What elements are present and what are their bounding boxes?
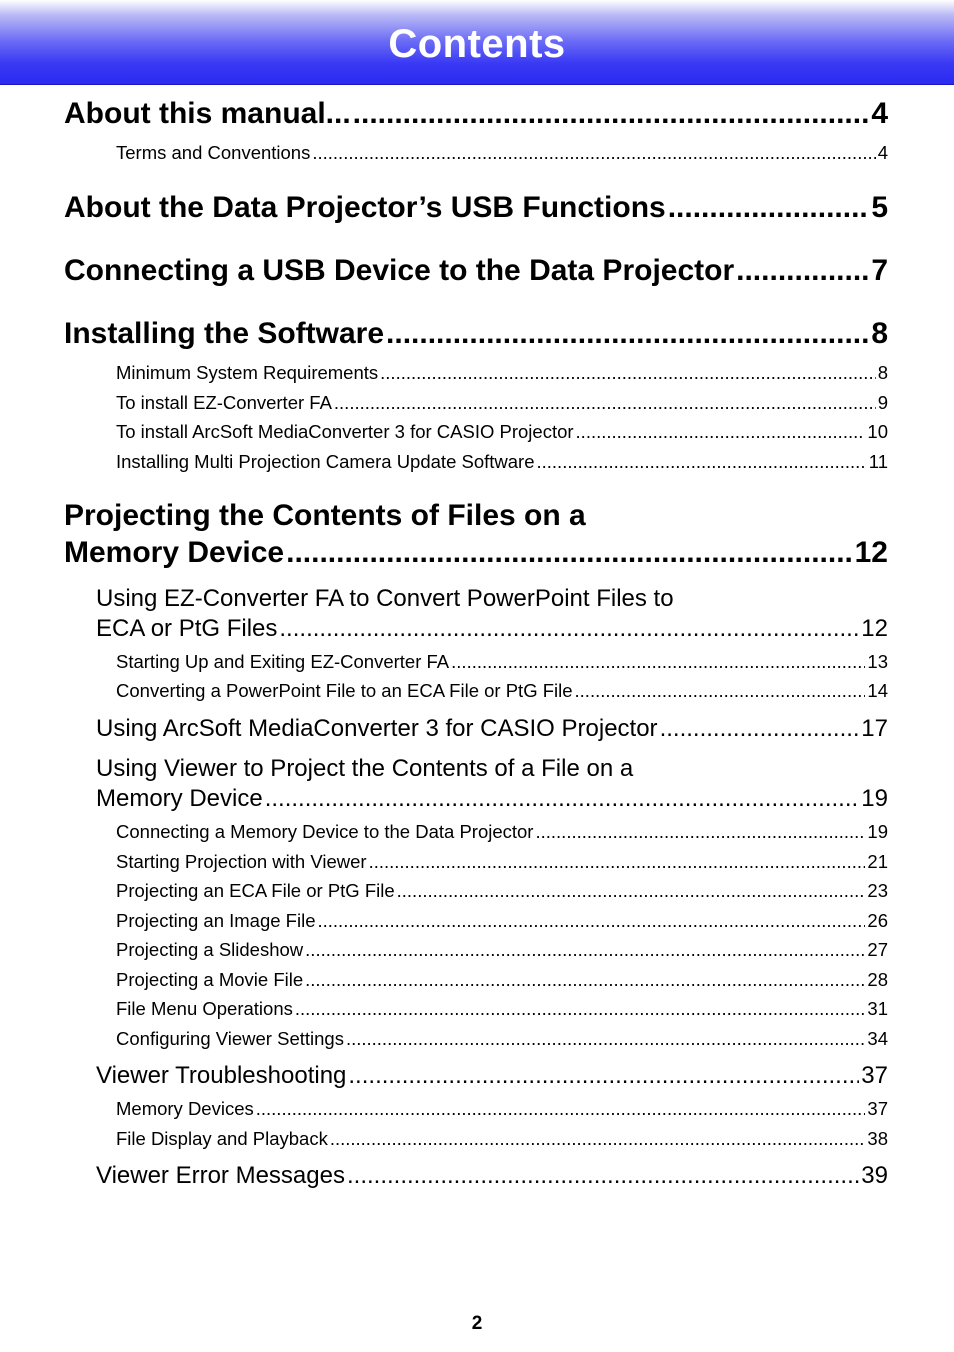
toc-entry-title: Using ArcSoft MediaConverter 3 for CASIO Projector — [96, 715, 658, 742]
dot-leader — [318, 909, 866, 933]
toc-entry-title: About this manual... — [64, 97, 351, 130]
dot-leader — [347, 1161, 859, 1191]
dot-leader — [736, 253, 869, 289]
toc-entry-page: 17 — [861, 715, 888, 742]
toc-entry-page: 7 — [871, 254, 888, 287]
toc-entry-using-ez[interactable] — [96, 614, 888, 644]
toc-entry-title: Memory Device — [64, 536, 285, 569]
toc-entry-about-manual[interactable] — [64, 96, 888, 132]
dot-leader — [334, 391, 876, 415]
dot-leader — [537, 450, 867, 474]
toc-entry-install-ez[interactable] — [116, 391, 888, 415]
dot-leader — [353, 96, 870, 132]
dot-leader — [380, 361, 876, 385]
toc-entry-title: Configuring Viewer Settings — [116, 1028, 344, 1049]
toc-entry-title: ECA or PtG Files — [96, 615, 278, 642]
toc-entry-using-ez-line1[interactable]: Using EZ-Converter FA to Convert PowerPoint Files to — [96, 585, 674, 612]
toc-entry-title: Starting Up and Exiting EZ-Converter FA — [116, 651, 450, 672]
toc-entry-projecting-movie[interactable] — [116, 968, 888, 992]
toc-entry-projecting-eca[interactable] — [116, 879, 888, 903]
toc-entry-connecting-memory[interactable] — [116, 820, 888, 844]
dot-leader — [286, 535, 853, 571]
dot-leader — [256, 1097, 866, 1121]
toc-entry-converting-ppt[interactable] — [116, 679, 888, 703]
page-title: Contents — [388, 22, 566, 66]
toc-entry-page: 39 — [861, 1162, 888, 1189]
toc-entry-page: 9 — [877, 392, 888, 413]
toc-entry-page: 38 — [867, 1128, 888, 1149]
toc-entry-projecting-line1[interactable]: Projecting the Contents of Files on a — [64, 499, 586, 532]
toc-entry-title: Minimum System Requirements — [116, 362, 379, 383]
dot-leader — [535, 820, 865, 844]
toc-entry-title: Terms and Conventions — [116, 142, 311, 163]
toc-entry-page: 5 — [871, 191, 888, 224]
toc-entry-page: 19 — [867, 821, 888, 842]
toc-entry-title: File Display and Playback — [116, 1128, 328, 1149]
dot-leader — [346, 1027, 865, 1051]
toc-entry-using-viewer-line1[interactable]: Using Viewer to Project the Contents of a File on a — [96, 755, 634, 782]
dot-leader — [386, 316, 869, 352]
header-banner — [0, 0, 954, 85]
dot-leader — [295, 997, 866, 1021]
toc-entry-install-arcsoft[interactable] — [116, 420, 888, 444]
toc-entry-memory-devices[interactable] — [116, 1097, 888, 1121]
toc-entry-page: 10 — [867, 421, 888, 442]
toc-entry-file-display[interactable] — [116, 1127, 888, 1151]
dot-leader — [348, 1061, 859, 1091]
toc-entry-page: 27 — [867, 939, 888, 960]
toc-entry-using-viewer[interactable] — [96, 784, 888, 814]
toc-entry-starting-ez[interactable] — [116, 650, 888, 674]
toc-entry-file-menu[interactable] — [116, 997, 888, 1021]
toc-entry-terms[interactable] — [116, 141, 888, 165]
toc-entry-page: 26 — [867, 910, 888, 931]
toc-entry-title: Projecting a Slideshow — [116, 939, 304, 960]
toc-entry-page: 8 — [877, 362, 888, 383]
dot-leader — [397, 879, 866, 903]
dot-leader — [576, 420, 866, 444]
dot-leader — [668, 190, 870, 226]
toc-entry-title: Converting a PowerPoint File to an ECA File or PtG File — [116, 680, 573, 701]
toc-entry-projecting-image[interactable] — [116, 909, 888, 933]
toc-entry-page: 31 — [867, 998, 888, 1019]
toc-entry-title: To install EZ-Converter FA — [116, 392, 332, 413]
dot-leader — [660, 714, 860, 744]
toc-entry-using-arcsoft[interactable] — [96, 714, 888, 744]
toc-entry-configuring-viewer[interactable] — [116, 1027, 888, 1051]
toc-entry-page: 12 — [854, 536, 888, 569]
toc-entry-page: 4 — [871, 97, 888, 130]
toc-entry-title: Installing the Software — [64, 317, 385, 350]
toc-entry-page: 37 — [861, 1062, 888, 1089]
dot-leader — [369, 850, 866, 874]
toc-entry-title: Projecting an Image File — [116, 910, 316, 931]
dot-leader — [451, 650, 865, 674]
toc-entry-title: About the Data Projector’s USB Functions — [64, 191, 666, 224]
dot-leader — [305, 938, 865, 962]
toc-entry-page: 8 — [871, 317, 888, 350]
toc-entry-connecting-usb[interactable] — [64, 253, 888, 289]
toc-entry-projecting[interactable] — [64, 535, 888, 571]
toc-entry-usb-functions[interactable] — [64, 190, 888, 226]
toc-entry-title: Connecting a USB Device to the Data Projector — [64, 254, 735, 287]
toc-entry-page: 37 — [867, 1098, 888, 1119]
toc-entry-page: 4 — [877, 142, 888, 163]
toc-entry-page: 14 — [867, 680, 888, 701]
toc-entry-page: 13 — [867, 651, 888, 672]
toc-entry-title: To install ArcSoft MediaConverter 3 for CASIO Projector — [116, 421, 574, 442]
toc-entry-title: Viewer Troubleshooting — [96, 1062, 347, 1089]
toc-entry-title: Starting Projection with Viewer — [116, 851, 367, 872]
toc-entry-title: Connecting a Memory Device to the Data Projector — [116, 821, 534, 842]
toc-entry-starting-projection[interactable] — [116, 850, 888, 874]
toc-entry-title: Viewer Error Messages — [96, 1162, 345, 1189]
toc-entry-title: File Menu Operations — [116, 998, 293, 1019]
dot-leader — [265, 784, 860, 814]
toc-entry-title: Memory Devices — [116, 1098, 254, 1119]
toc-entry-page: 34 — [867, 1028, 888, 1049]
toc-entry-title: Projecting a Movie File — [116, 969, 304, 990]
toc-entry-install-multi[interactable] — [116, 450, 888, 474]
toc-entry-page: 28 — [867, 969, 888, 990]
dot-leader — [279, 614, 859, 644]
toc-entry-installing[interactable] — [64, 316, 888, 352]
toc-entry-page: 21 — [867, 851, 888, 872]
toc-entry-page: 11 — [868, 451, 888, 472]
toc-entry-title: Installing Multi Projection Camera Update Software — [116, 451, 535, 472]
toc-entry-page: 19 — [861, 785, 888, 812]
toc-entry-viewer-troubleshooting[interactable] — [96, 1061, 888, 1091]
dot-leader — [330, 1127, 866, 1151]
page-number: 2 — [471, 1313, 483, 1334]
dot-leader — [312, 141, 875, 165]
dot-leader — [305, 968, 865, 992]
toc-entry-page: 23 — [867, 880, 888, 901]
toc-entry-title: Projecting an ECA File or PtG File — [116, 880, 395, 901]
dot-leader — [575, 679, 866, 703]
toc-entry-viewer-errors[interactable] — [96, 1161, 888, 1191]
toc-entry-projecting-slideshow[interactable] — [116, 938, 888, 962]
toc-entry-page: 12 — [861, 615, 888, 642]
toc-entry-min-requirements[interactable] — [116, 361, 888, 385]
toc-entry-title: Memory Device — [96, 785, 263, 812]
